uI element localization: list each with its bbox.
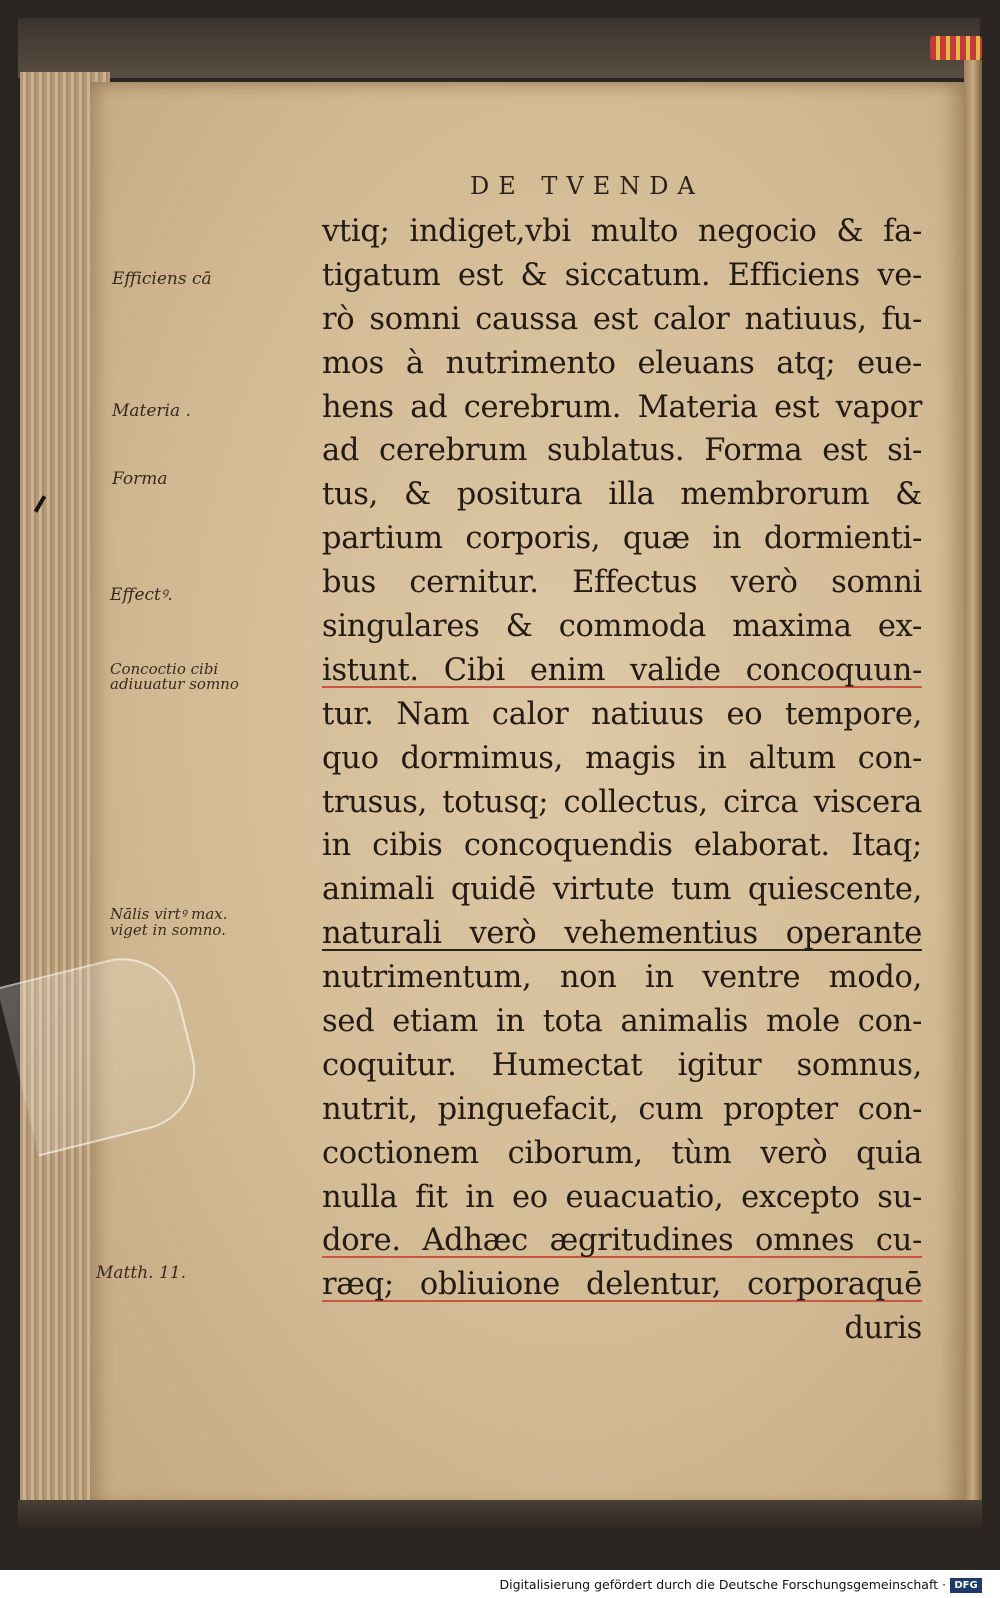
margin-note-effectus: Effectꝰ. — [110, 585, 173, 605]
text-line: vtiq; indiget,vbi multo negocio & fa- — [322, 214, 922, 249]
text-line: tigatum est & siccatum. Efficiens ve- — [322, 257, 922, 293]
text-line: dore. Adhæc ægritudines omnes cu- — [322, 1223, 922, 1259]
text-line: coctionem ciborum, tùm verò quia — [322, 1135, 922, 1171]
margin-note-forma: Forma — [112, 469, 168, 489]
text-line: sed etiam in tota animalis mole con- — [322, 1004, 922, 1040]
text-line: nutrimentum, non in ventre modo, — [322, 960, 922, 996]
text-line: coquitur. Humectat igitur somnus, — [322, 1047, 922, 1083]
book-bottom-edge — [18, 1500, 982, 1530]
text-line: tus, & positura illa membrorum & — [322, 477, 922, 513]
dfg-logo: DFG — [950, 1578, 982, 1593]
text-line: singulares & commoda maxima ex- — [322, 609, 922, 645]
margin-note-materia: Materia . — [112, 401, 191, 421]
book-right-edge — [964, 60, 982, 1510]
text-line: nulla fit in eo euacuatio, excepto su- — [322, 1179, 922, 1215]
text-line: ad cerebrum sublatus. Forma est si- — [322, 433, 922, 469]
text-line: istunt. Cibi enim valide concoquun- — [322, 652, 922, 688]
bookmark-ribbon — [930, 36, 982, 60]
catchword: duris — [844, 1311, 922, 1347]
text-line: nutrit, pinguefacit, cum propter con- — [322, 1091, 922, 1127]
text-line: animali quidē virtute tum quiescente, — [322, 872, 922, 908]
text-line: ræq; obliuione delentur, corporaquē — [322, 1267, 922, 1303]
text-line: mos à nutrimento eleuans atq; eue- — [322, 345, 922, 381]
text-line: bus cernitur. Effectus verò somni — [322, 565, 922, 601]
margin-note-naturalis: Nālis virtꝰ max. viget in somno. — [110, 905, 228, 939]
text-line: in cibis concoquendis elaborat. Itaq; — [322, 828, 922, 864]
margin-note-efficiens: Efficiens cā — [112, 269, 212, 289]
text-line: rò somni caussa est calor natiuus, fu- — [322, 301, 922, 337]
text-line: quo dormimus, magis in altum con- — [322, 740, 922, 776]
text-line: trusus, totusq; collectus, circa viscera — [322, 784, 922, 820]
text-line: tur. Nam calor natiuus eo tempore, — [322, 696, 922, 732]
footer-bar — [0, 1574, 1000, 1598]
margin-note-concoctio: Concoctio cibi adiuuatur somno — [110, 660, 239, 693]
body-text — [322, 210, 922, 1351]
text-line: hens ad cerebrum. Materia est vapor — [322, 389, 922, 425]
book-top-edge — [18, 18, 980, 78]
text-line: naturali verò vehementius operante — [322, 916, 922, 952]
footer-credit: Digitalisierung gefördert durch die Deutsche Forschungsgemeinschaft · — [499, 1577, 946, 1592]
text-line: partium corporis, quæ in dormienti- — [322, 521, 922, 557]
running-head: DE TVENDA — [470, 172, 704, 200]
margin-note-matth: Matth. 11. — [96, 1263, 186, 1283]
